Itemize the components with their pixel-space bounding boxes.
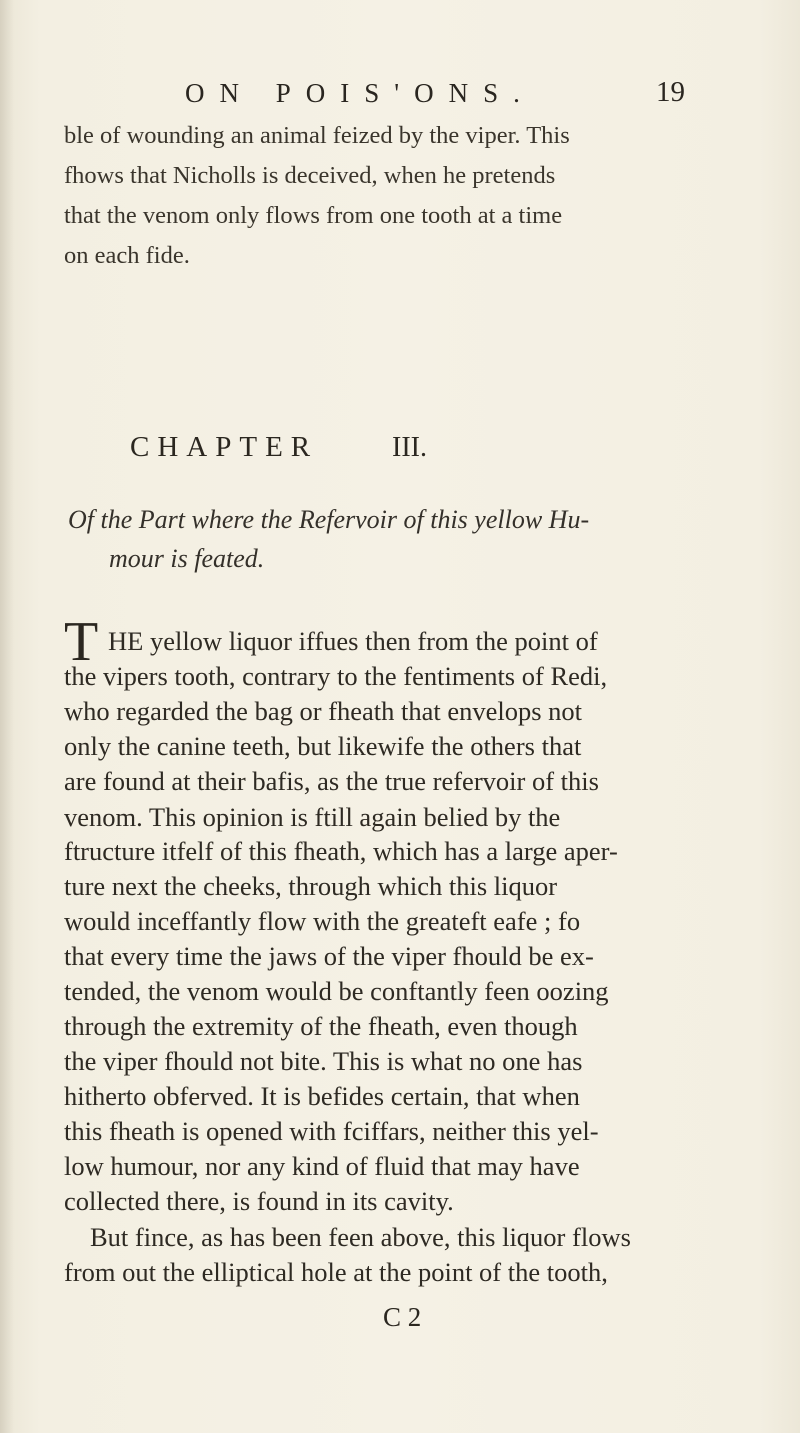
running-head [0,78,800,118]
drop-cap: T [64,611,99,673]
text-line: tended, the venom would be conftantly feen oozing [64,976,609,1006]
text-line: ble of wounding an animal feized by the viper. This [64,122,570,149]
text-line: fhows that Nicholls is deceived, when he pretends [64,162,556,189]
text-line: this fheath is opened with fciffars, neither this yel- [64,1116,599,1146]
text-line: ftructure itfelf of this fheath, which has a large aper- [64,836,618,866]
text-line: are found at their bafis, as the true refervoir of this [64,766,599,796]
signature-mark: C 2 [383,1302,422,1332]
text-line: ture next the cheeks, through which this liquor [64,871,558,901]
text-line: collected there, is found in its cavity. [64,1186,454,1216]
text-line: through the extremity of the fheath, even though [64,1011,578,1041]
text-line: But fince, as has been feen above, this liquor flows [90,1222,631,1252]
text-line: that the venom only flows from one tooth at a time [64,202,563,229]
text-line: from out the elliptical hole at the point of the tooth, [64,1257,608,1287]
text-line: low humour, nor any kind of fluid that may have [64,1151,580,1181]
chapter-heading: CHAPTER [130,431,319,463]
subtitle-line: Of the Part where the Refervoir of this yellow Hu- [68,505,590,534]
text-line: only the canine teeth, but likewife the others that [64,731,582,761]
page-gutter-shadow [0,0,14,1433]
subtitle-line: mour is feated. [109,544,265,573]
text-line: hitherto obferved. It is befides certain, that when [64,1081,580,1111]
text-line: the vipers tooth, contrary to the fentiments of Redi, [64,661,608,691]
text-line: on each fide. [64,242,190,269]
text-line: venom. This opinion is ftill again belied by the [64,802,561,832]
text-line: HE yellow liquor iffues then from the point of [108,626,598,656]
running-title: ON POIS'ONS. [185,78,535,108]
text-line: that every time the jaws of the viper fhould be ex- [64,941,594,971]
text-line: the viper fhould not bite. This is what no one has [64,1046,583,1076]
page-number: 19 [656,76,685,108]
chapter-numeral: III. [392,432,427,463]
text-line: would inceffantly flow with the greateft eafe ; fo [64,906,581,936]
text-line: who regarded the bag or fheath that envelops not [64,696,583,726]
